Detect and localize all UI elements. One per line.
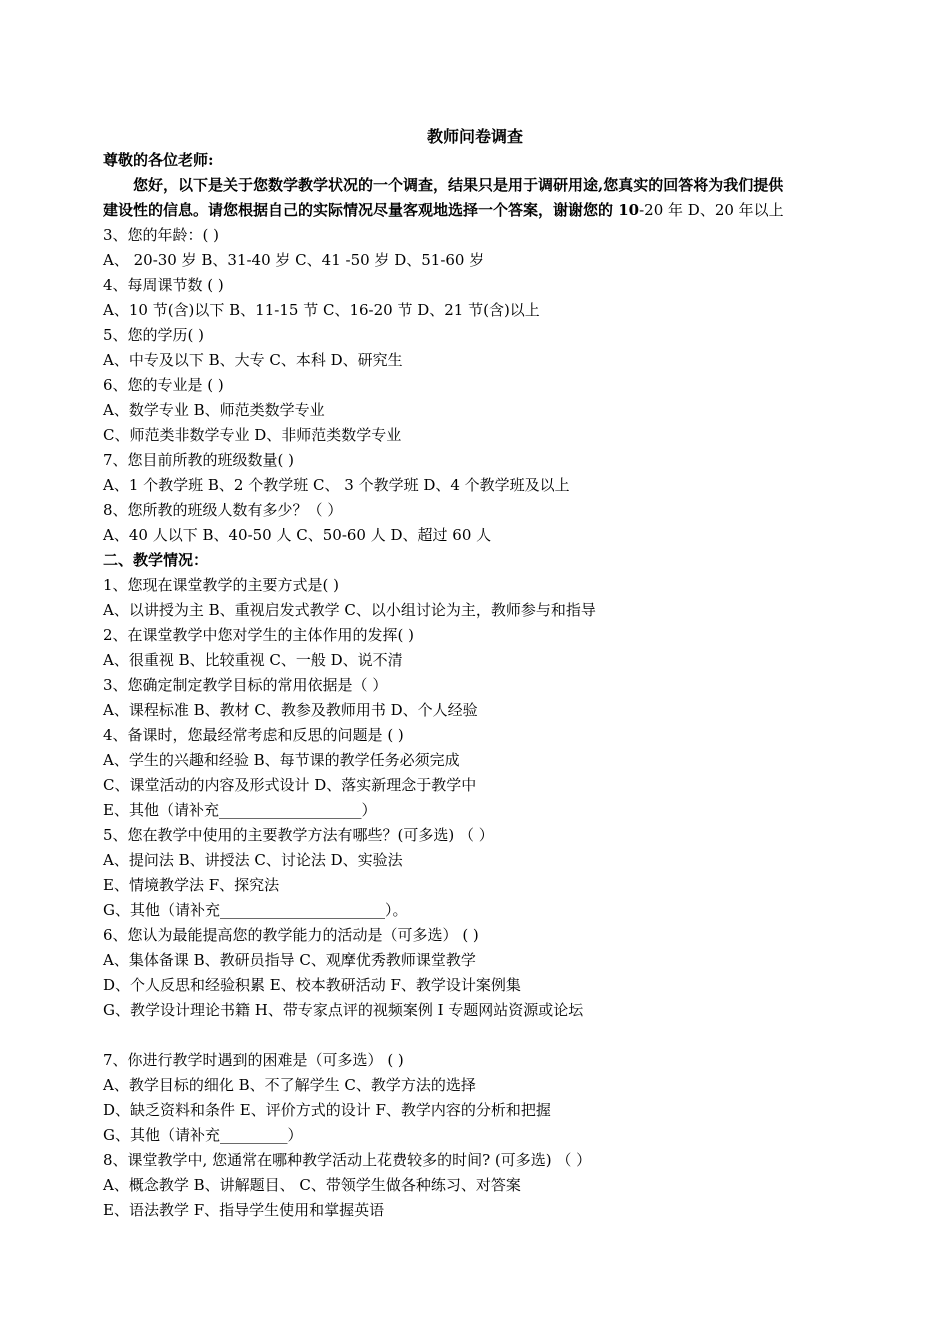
question-line: 5、您在教学中使用的主要教学方法有哪些？(可多选) （ ） xyxy=(103,826,494,844)
option-line: G、其他（请补充_________） xyxy=(103,1126,303,1144)
option-line: A、40 人以下 B、40-50 人 C、50-60 人 D、超过 60 人 xyxy=(103,526,492,544)
intro-line-2 xyxy=(103,198,853,223)
question-line: 8、您所教的班级人数有多少？（ ） xyxy=(103,501,343,519)
option-line: G、其他（请补充______________________）。 xyxy=(103,901,408,919)
option-line: D、个人反思和经验积累 E、校本教研活动 F、教学设计案例集 xyxy=(103,976,521,994)
option-line: A、以讲授为主 B、重视启发式教学 C、以小组讨论为主，教师参与和指导 xyxy=(103,601,596,619)
option-line: G、教学设计理论书籍 H、带专家点评的视频案例 I 专题网站资源或论坛 xyxy=(103,1001,584,1019)
question-line: 5、您的学历( ) xyxy=(103,326,205,344)
question-line: 6、您认为最能提高您的教学能力的活动是（可多选） ( ) xyxy=(103,926,479,944)
option-line: E、其他（请补充___________________） xyxy=(103,801,377,819)
question-line: 2、在课堂教学中您对学生的主体作用的发挥( ) xyxy=(103,626,415,644)
option-line: A、概念教学 B、讲解题目、 C、带领学生做各种练习、对答案 xyxy=(103,1176,521,1194)
option-line: A、中专及以下 B、大专 C、本科 D、研究生 xyxy=(103,351,403,369)
question-line: 7、您目前所教的班级数量( ) xyxy=(103,451,295,469)
salutation: 尊敬的各位老师: xyxy=(103,151,214,169)
question-line: 4、备课时，您最经常考虑和反思的问题是 ( ) xyxy=(103,726,404,744)
question-line: 7、你进行教学时遇到的困难是（可多选） ( ) xyxy=(103,1051,404,1069)
option-line: A、1 个教学班 B、2 个教学班 C、 3 个教学班 D、4 个教学班及以上 xyxy=(103,476,570,494)
blank-line xyxy=(103,1023,853,1048)
option-line: D、缺乏资料和条件 E、评价方式的设计 F、教学内容的分析和把握 xyxy=(103,1101,551,1119)
option-line: A、教学目标的细化 B、不了解学生 C、教学方法的选择 xyxy=(103,1076,476,1094)
option-line: E、情境教学法 F、探究法 xyxy=(103,876,280,894)
intro-line-1: 您好，以下是关于您数学教学状况的一个调查，结果只是用于调研用途,您真实的回答将为我们提供 xyxy=(133,176,784,194)
intro-line-2-tail: -20 年 D、20 年以上 xyxy=(639,201,784,219)
question-line: 3、您确定制定教学目标的常用依据是（ ） xyxy=(103,676,388,694)
option-line: A、10 节(含)以下 B、11-15 节 C、16-20 节 D、21 节(含)以上 xyxy=(103,301,540,319)
option-line: A、集体备课 B、教研员指导 C、观摩优秀教师课堂教学 xyxy=(103,951,476,969)
intro-line-2-bold: 建设性的信息。请您根据自己的实际情况尽量客观地选择一个答案，谢谢您的 10 xyxy=(103,201,640,219)
question-line: 6、您的专业是 ( ) xyxy=(103,376,224,394)
option-line: A、数学专业 B、师范类数学专业 xyxy=(103,401,325,419)
question-line: 8、课堂教学中, 您通常在哪种教学活动上花费较多的时间? (可多选) （ ） xyxy=(103,1151,592,1169)
page-title: 教师问卷调查 xyxy=(426,127,523,146)
option-line: A、很重视 B、比较重视 C、一般 D、说不清 xyxy=(103,651,403,669)
section-heading: 二、教学情况： xyxy=(103,551,209,569)
option-line: A、提问法 B、讲授法 C、讨论法 D、实验法 xyxy=(103,851,403,869)
document-body xyxy=(103,148,853,1223)
option-line: A、课程标准 B、教材 C、教参及教师用书 D、个人经验 xyxy=(103,701,478,719)
question-line: 1、您现在课堂教学的主要方式是( ) xyxy=(103,576,340,594)
question-line: 4、每周课节数 ( ) xyxy=(103,276,224,294)
option-line: C、课堂活动的内容及形式设计 D、落实新理念于教学中 xyxy=(103,776,477,794)
question-line: 3、您的年龄：( ) xyxy=(103,226,220,244)
option-line: C、师范类非数学专业 D、非师范类数学专业 xyxy=(103,426,402,444)
option-line: A、学生的兴趣和经验 B、每节课的教学任务必须完成 xyxy=(103,751,460,769)
option-line: E、语法教学 F、指导学生使用和掌握英语 xyxy=(103,1201,385,1219)
option-line: A、 20-30 岁 B、31-40 岁 C、41 -50 岁 D、51-60 岁 xyxy=(103,251,485,269)
